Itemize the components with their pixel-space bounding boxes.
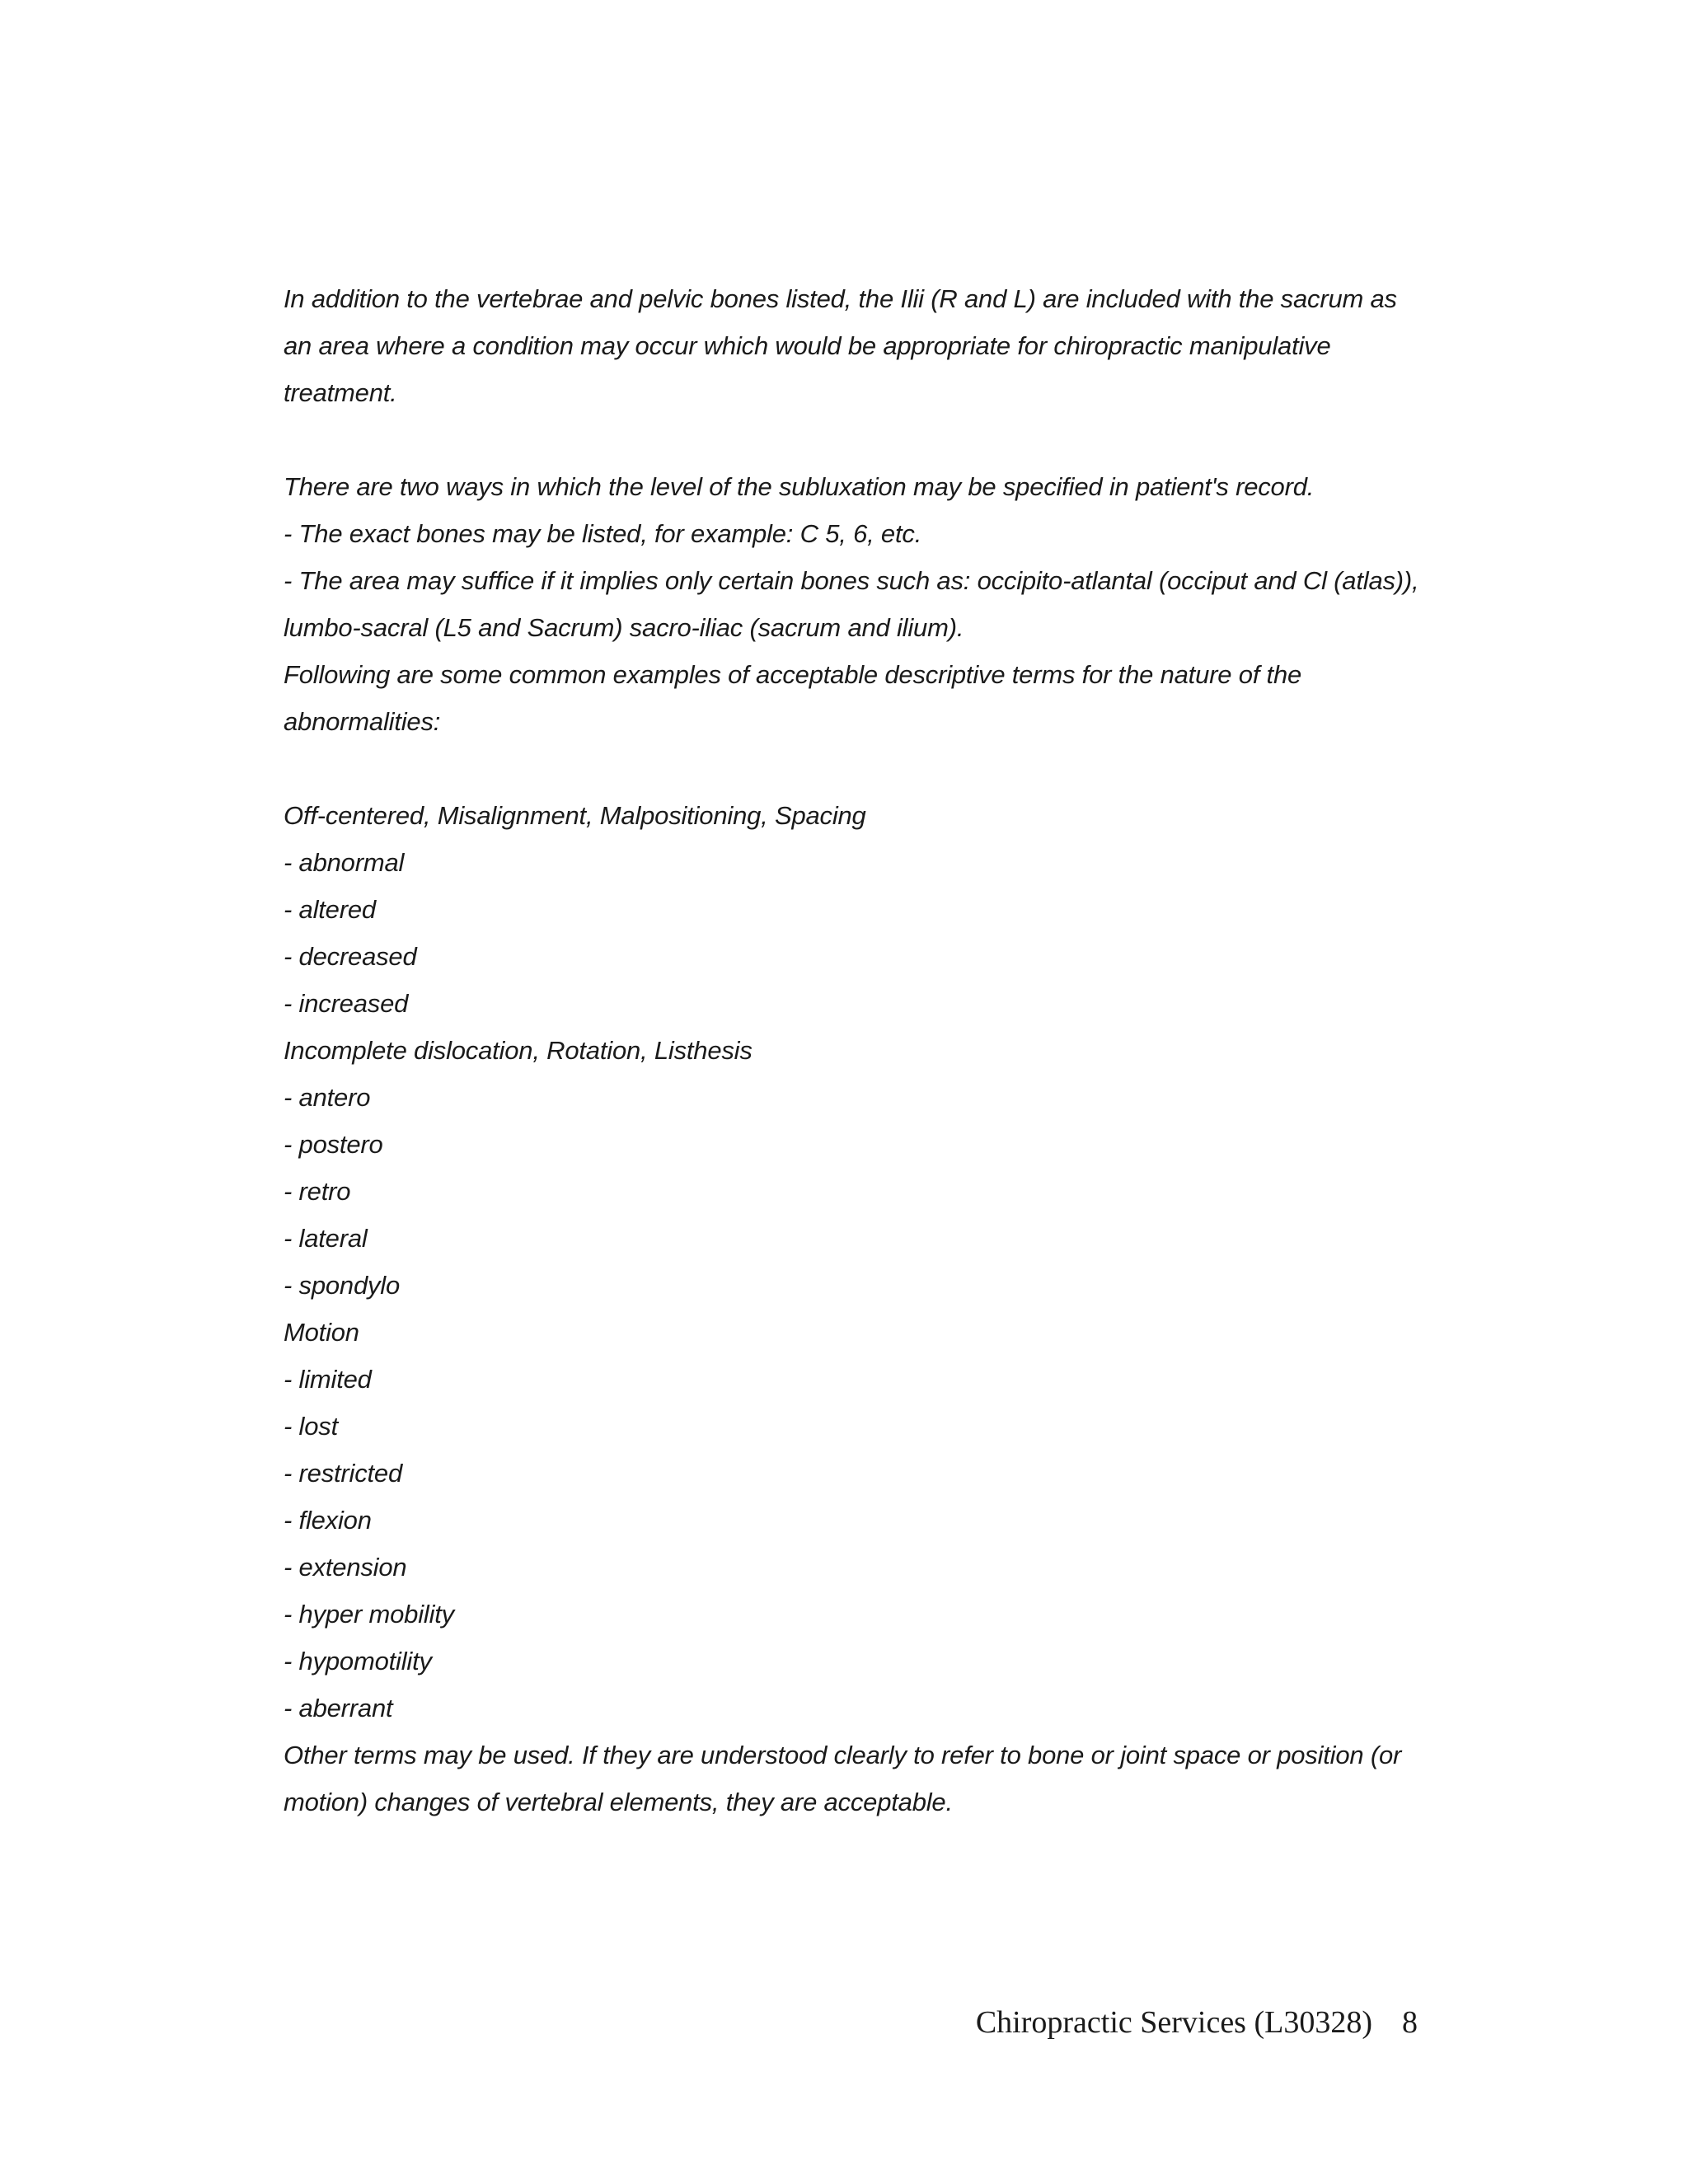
term-heading: Incomplete dislocation, Rotation, Listhesis xyxy=(284,1036,753,1065)
paragraph-spacer xyxy=(284,416,1429,463)
text-line: an area where a condition may occur which would be appropriate for chiropractic manipulative xyxy=(284,331,1331,360)
text-line: In addition to the vertebrae and pelvic bones listed, the Ilii (R and L) are included with the sacrum as xyxy=(284,284,1397,313)
term-item: - hypomotility xyxy=(284,1647,432,1675)
term-item: - hyper mobility xyxy=(284,1600,454,1629)
term-item: - altered xyxy=(284,895,376,924)
text-line: motion) changes of vertebral elements, they are acceptable. xyxy=(284,1788,953,1816)
term-item: - abnormal xyxy=(284,848,405,877)
page-footer xyxy=(976,2004,1418,2041)
text-line: Following are some common examples of acceptable descriptive terms for the nature of the xyxy=(284,660,1302,689)
term-item: - spondylo xyxy=(284,1271,401,1300)
paragraph-ilii xyxy=(284,275,1429,416)
term-item: - limited xyxy=(284,1365,372,1394)
term-item: - restricted xyxy=(284,1459,403,1488)
term-item: - extension xyxy=(284,1553,407,1582)
text-line: - The area may suffice if it implies only certain bones such as: occipito-atlantal (occiput and Cl (atlas)), xyxy=(284,566,1419,595)
term-item: - antero xyxy=(284,1083,371,1112)
page-number: 8 xyxy=(1402,2005,1418,2040)
term-item: - decreased xyxy=(284,942,417,971)
term-item: - postero xyxy=(284,1130,383,1159)
document-body xyxy=(284,275,1429,1825)
text-line: There are two ways in which the level of the subluxation may be specified in patient's record. xyxy=(284,472,1315,501)
term-heading: Off-centered, Misalignment, Malpositioning, Spacing xyxy=(284,801,866,830)
footer-document-title: Chiropractic Services (L30328) xyxy=(975,2005,1372,2040)
paragraph-subluxation-level xyxy=(284,463,1429,745)
term-heading: Motion xyxy=(284,1318,359,1347)
descriptive-terms-list xyxy=(284,792,1429,1825)
text-line: treatment. xyxy=(284,378,397,407)
text-line: - The exact bones may be listed, for example: C 5, 6, etc. xyxy=(284,519,922,548)
term-item: - aberrant xyxy=(284,1694,393,1722)
term-item: - lateral xyxy=(284,1224,368,1253)
text-line: abnormalities: xyxy=(284,707,441,736)
term-item: - retro xyxy=(284,1177,351,1206)
term-item: - flexion xyxy=(284,1506,372,1535)
term-item: - lost xyxy=(284,1412,338,1441)
paragraph-spacer xyxy=(284,745,1429,792)
term-item: - increased xyxy=(284,989,409,1018)
text-line: lumbo-sacral (L5 and Sacrum) sacro-iliac (sacrum and ilium). xyxy=(284,613,964,642)
text-line: Other terms may be used. If they are understood clearly to refer to bone or joint space or position (or xyxy=(284,1741,1402,1769)
